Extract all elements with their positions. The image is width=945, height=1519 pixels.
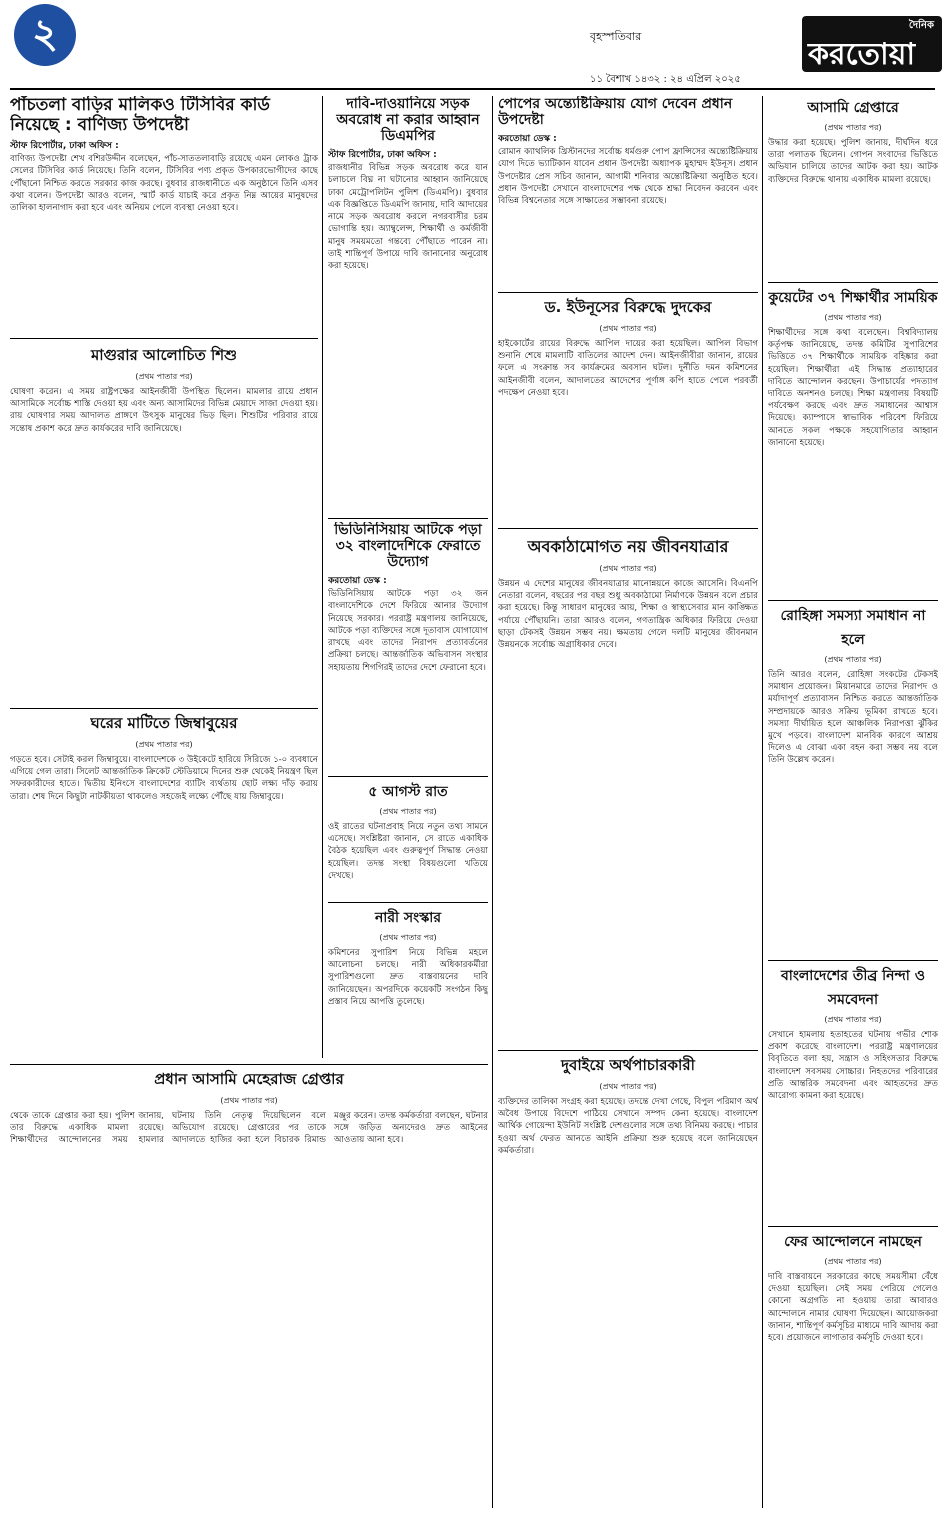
logo-small: দৈনিক — [908, 20, 934, 31]
continued-note: (প্রথম পাতার পর) — [824, 313, 882, 322]
headline: ফের আন্দোলনে নামছেন — [784, 1234, 922, 1250]
continued-note: (প্রথম পাতার পর) — [379, 933, 437, 942]
headline: দুবাইয়ে অর্থপাচারকারী — [561, 1056, 695, 1074]
divider — [498, 292, 758, 293]
headline: ড. ইউনূসের বিরুদ্ধে দুদকের — [544, 298, 712, 316]
article-body: উন্নয়ন এ দেশের মানুষের জীবনযাত্রার মানোন্নয়নে কাজে আসেনি। বিএনপি নেতারা বলেন, বছরের পর বছর শুধু অবকাঠামো নির্মাণকে উন্নয়ন বলে প্রচার করা হয়েছে। কিন্তু সাধারণ মানুষের আয়, শিক্ষা ও স্বাস্থ্যসেবার মান কাঙ্ক্ষিত পর্যায়ে পৌঁছায়নি। তারা আরও বলেন, গণতান্ত্রিক অধিকার ফিরিয়ে দেওয়া ছাড়া টেকসই উন্নয়ন সম্ভব নয়। ক্ষমতায় গেলে দলটি মানুষের জীবনমান উন্নয়নকে সর্বোচ্চ অগ্রাধিকার দেবে। — [498, 579, 758, 651]
issue-date: ১১ বৈশাখ ১৪৩২ : ২৪ এপ্রিল ২০২৫ — [590, 74, 741, 85]
article-kuet — [768, 286, 938, 586]
page-number-badge: ২ — [14, 4, 76, 66]
article-body: বাণিজ্য উপদেষ্টা শেখ বশিরউদ্দীন বলেছেন, পাঁচ-সাততলাবাড়ি রয়েছে এমন লোকও ট্রাক সেলের টিসিবির কার্ড নিয়েছে। তিনি বলেন, টিসিবির পণ্য প্রকৃত উপকারভোগীদের কাছে পৌঁছানো নিশ্চিত করতে সরকার কাজ করছে। বুধবার রাজধানীতে এক অনুষ্ঠানে তিনি এসব কথা বলেন। উপদেষ্টা আরও বলেন, স্মার্ট কার্ড যাচাই করে প্রকৃত নিম্ন আয়ের মানুষদের তালিকা হালনাগাদ করা হবে এবং অনিয়ম পেলে ব্যবস্থা নেওয়া হবে। — [10, 154, 318, 213]
headline: নারী সংস্কার — [374, 910, 442, 926]
article-body: সেখানে হামলায় হতাহতের ঘটনায় গভীর শোক প্রকাশ করেছে বাংলাদেশ। পররাষ্ট্র মন্ত্রণালয়ের বিবৃতিতে বলা হয়, সন্ত্রাস ও সহিংসতার বিরুদ্ধে বাংলাদেশ সবসময় সোচ্চার। নিহতদের পরিবারের প্রতি আন্তরিক সমবেদনা এবং আহতদের দ্রুত আরোগ্য কামনা করা হয়েছে। — [768, 1030, 938, 1102]
column-rule — [492, 96, 493, 1508]
headline: অবকাঠামোগত নয় জীবনযাত্রার — [527, 537, 729, 556]
column-rule — [762, 96, 763, 1508]
article-body: তিনি আরও বলেন, রোহিঙ্গা সংকটের টেকসই সমাধান প্রয়োজন। মিয়ানমারে তাদের নিরাপদ ও মর্যাদাপূর্ণ প্রত্যাবাসন নিশ্চিত করতে আন্তর্জাতিক সম্প্রদায়কে আরও সক্রিয় ভূমিকা রাখতে হবে। সমস্যা দীর্ঘায়িত হলে আঞ্চলিক নিরাপত্তা ঝুঁকির মুখে পড়বে। বাংলাদেশ মানবিক কারণে আশ্রয় দিলেও এ বোঝা একা বহন করা সম্ভব নয় বলে তিনি উল্লেখ করেন। — [768, 670, 938, 766]
divider — [10, 338, 318, 339]
headline: পোপের অন্ত্যেষ্টিক্রিয়ায় যোগ দেবেন প্রধান উপদেষ্টা — [498, 96, 733, 129]
article-nari — [328, 906, 488, 1058]
article-obokathamo — [498, 534, 758, 1044]
article-meherab — [10, 1068, 488, 1508]
column-rule — [322, 96, 323, 1058]
divider — [768, 960, 938, 961]
continued-note: (প্রথম পাতার পর) — [599, 1082, 657, 1091]
logo-name: করতোয়া — [808, 37, 916, 72]
headline: ৫ আগস্ট রাত — [368, 784, 448, 800]
issue-day: বৃহস্পতিবার — [590, 30, 642, 43]
headline: পাঁচতলা বাড়ির মালিকও টিসিবির কার্ড নিয়েছে : বাণিজ্য উপদেষ্টা — [10, 96, 270, 135]
article-body: কমিশনের সুপারিশ নিয়ে বিভিন্ন মহলে আলোচনা চলছে। নারী অধিকারকর্মীরা সুপারিশগুলো দ্রুত বাস্তবায়নের দাবি জানিয়েছেন। অপরদিকে কয়েকটি সংগঠন কিছু প্রস্তাব নিয়ে আপত্তি তুলেছে। — [328, 948, 488, 1007]
divider — [768, 1226, 938, 1227]
masthead — [0, 0, 945, 92]
divider — [498, 528, 758, 529]
article-pope — [498, 96, 758, 284]
article-duduk — [498, 296, 758, 496]
divider — [328, 518, 488, 519]
continued-note: (প্রথম পাতার পর) — [220, 1096, 278, 1105]
article-body: শিক্ষার্থীদের সঙ্গে কথা বলেছেন। বিশ্ববিদ্যালয় কর্তৃপক্ষ জানিয়েছে, তদন্ত কমিটির সুপারিশের ভিত্তিতে ৩৭ শিক্ষার্থীকে সাময়িক বহিষ্কার করা হয়েছিল। শিক্ষার্থীরা এই সিদ্ধান্ত প্রত্যাহারের দাবিতে আন্দোলন করছেন। উপাচার্যের পদত্যাগ দাবিতে অনশনও চলছে। শিক্ষা মন্ত্রণালয় বিষয়টি পর্যবেক্ষণ করছে এবং দ্রুত সমাধানের আশ্বাস দিয়েছে। ক্যাম্পাসে স্বাভাবিক পরিবেশ ফিরিয়ে আনতে সকল পক্ষকে সহযোগিতার আহ্বান জানানো হয়েছে। — [768, 328, 938, 448]
headline: দাবি-দাওয়ানিয়ে সড়ক অবরোধ না করার আহ্বান ডিএমপির — [336, 96, 480, 145]
divider — [328, 902, 488, 903]
article-body: রাজধানীর বিভিন্ন সড়ক অবরোধ করে যান চলাচলে বিঘ্ন না ঘটানোর আহ্বান জানিয়েছে ঢাকা মেট্রোপলিটন পুলিশ (ডিএমপি)। বুধবার এক বিজ্ঞপ্তিতে ডিএমপি জানায়, দাবি আদায়ের নামে সড়ক অবরোধ করলে নগরবাসীর চরম ভোগান্তি হয়। অ্যাম্বুলেন্স, শিক্ষার্থী ও কর্মজীবী মানুষ সময়মতো গন্তব্যে পৌঁছাতে পারেন না। তাই শান্তিপূর্ণ উপায়ে দাবি জানানোর অনুরোধ করা হয়েছে। — [328, 163, 488, 271]
article-body: উদ্ধার করা হয়েছে। পুলিশ জানায়, দীর্ঘদিন ধরে তারা পলাতক ছিলেন। গোপন সংবাদের ভিত্তিতে অভিযান চালিয়ে তাদের আটক করা হয়। আটক ব্যক্তিদের বিরুদ্ধে থানায় একাধিক মামলা রয়েছে। — [768, 138, 938, 185]
article-body: হাইকোর্টের রায়ের বিরুদ্ধে আপিল দায়ের করা হয়েছিল। আপিল বিভাগ শুনানি শেষে মামলাটি বাতিলের আদেশ দেন। আইনজীবীরা জানান, রায়ের ফলে এ সংক্রান্ত সব কার্যক্রমের অবসান ঘটল। দুর্নীতি দমন কমিশনের আইনজীবী বলেন, আদালতের আদেশের পূর্ণাঙ্গ কপি হাতে পেলে পরবর্তী পদক্ষেপ নেওয়া হবে। — [498, 339, 758, 398]
divider — [10, 708, 318, 709]
article-august — [328, 780, 488, 900]
divider — [768, 282, 938, 283]
headline: আসামি গ্রেপ্তারে — [807, 100, 899, 116]
continued-note: (প্রথম পাতার পর) — [824, 655, 882, 664]
headline: প্রধান আসামি মেহেরাজ গ্রেপ্তার — [154, 1070, 344, 1088]
newspaper-logo — [802, 16, 942, 72]
continued-note: (প্রথম পাতার পর) — [599, 324, 657, 333]
byline: স্টাফ রিপোর্টার, ঢাকা অফিস : — [328, 150, 437, 161]
article-ghor — [10, 712, 318, 1032]
headline: ঘরের মাটিতে জিম্বাবুয়ের — [90, 714, 238, 732]
article-andolon — [768, 1230, 938, 1508]
article-body: ব্যক্তিদের তালিকা সংগ্রহ করা হয়েছে। তদন্তে দেখা গেছে, বিপুল পরিমাণ অর্থ অবৈধ উপায়ে বিদেশে পাঠিয়ে সেখানে সম্পদ কেনা হয়েছে। বাংলাদেশ আর্থিক গোয়েন্দা ইউনিট সংশ্লিষ্ট দেশগুলোর সঙ্গে তথ্য বিনিময় করছে। পাচার হওয়া অর্থ ফেরত আনতে আইনি প্রক্রিয়া শুরু হয়েছে বলে জানিয়েছেন কর্মকর্তারা। — [498, 1097, 758, 1156]
continued-note: (প্রথম পাতার পর) — [135, 372, 193, 381]
headline: ভিডিনিসিয়ায় আটকে পড়া ৩২ বাংলাদেশিকে ফেরাতে উদ্যোগ — [334, 522, 482, 571]
article-dubai — [498, 1054, 758, 1508]
byline: করতোয়া ডেস্ক : — [498, 134, 557, 145]
continued-note: (প্রথম পাতার পর) — [379, 807, 437, 816]
continued-note: (প্রথম পাতার পর) — [135, 740, 193, 749]
article-visa — [328, 522, 488, 772]
article-body: থেকে তাকে গ্রেপ্তার করা হয়। পুলিশ জানায়, তার বিরুদ্ধে একাধিক মামলা রয়েছে। শিক্ষার্থীদের আন্দোলনের সময় হামলার ঘটনায় তিনি নেতৃত্ব দিয়েছিলেন বলে অভিযোগ রয়েছে। গ্রেপ্তারের পর তাকে আদালতে হাজির করা হলে বিচারক রিমান্ড মঞ্জুর করেন। তদন্ত কর্মকর্তারা বলছেন, ঘটনার সঙ্গে জড়িত অন্যদেরও দ্রুত আইনের আওতায় আনা হবে। — [10, 1111, 488, 1146]
headline: কুয়েটের ৩৭ শিক্ষার্থীর সাময়িক — [768, 290, 938, 306]
continued-note: (প্রথম পাতার পর) — [599, 564, 657, 573]
article-body: ঘোষণা করেন। এ সময় রাষ্ট্রপক্ষের আইনজীবী উপস্থিত ছিলেন। মামলার রায়ে প্রধান আসামিকে সর্বোচ্চ শাস্তি দেওয়া হয় এবং অন্য আসামিদের বিভিন্ন মেয়াদে সাজা দেওয়া হয়। রায় ঘোষণার সময় আদালত প্রাঙ্গণে উৎসুক মানুষের ভিড় ছিল। শিশুটির পরিবার রায়ে সন্তোষ প্রকাশ করে দ্রুত কার্যকরের দাবি জানিয়েছে। — [10, 387, 318, 434]
divider — [328, 776, 488, 777]
article-magura — [10, 344, 318, 614]
headline: রোহিঙ্গা সমস্যা সমাধান না হলে — [780, 608, 926, 648]
continued-note: (প্রথম পাতার পর) — [824, 123, 882, 132]
divider — [498, 1050, 758, 1051]
headline: মাগুরার আলোচিত শিশু — [90, 346, 238, 364]
byline: করতোয়া ডেস্ক : — [328, 576, 387, 587]
article-body: দাবি বাস্তবায়নে সরকারের কাছে সময়সীমা বেঁধে দেওয়া হয়েছিল। সেই সময় পেরিয়ে গেলেও কোনো অগ্রগতি না হওয়ায় তারা আবারও আন্দোলনে নামার ঘোষণা দিয়েছেন। আয়োজকরা জানান, শান্তিপূর্ণ কর্মসূচির মাধ্যমে দাবি আদায় করা হবে। প্রয়োজনে লাগাতার কর্মসূচি দেওয়া হবে। — [768, 1272, 938, 1344]
continued-note: (প্রথম পাতার পর) — [824, 1015, 882, 1024]
byline: স্টাফ রিপোর্টার, ঢাকা অফিস : — [10, 141, 119, 152]
divider — [10, 1064, 488, 1065]
article-body: ওই রাতের ঘটনাপ্রবাহ নিয়ে নতুন তথ্য সামনে এসেছে। সংশ্লিষ্টরা জানান, সে রাতে একাধিক বৈঠক হয়েছিল এবং গুরুত্বপূর্ণ সিদ্ধান্ত নেওয়া হয়েছিল। তদন্ত সংস্থা বিষয়গুলো খতিয়ে দেখছে। — [328, 822, 488, 881]
divider — [768, 600, 938, 601]
headline: বাংলাদেশের তীব্র নিন্দা ও সমবেদনা — [780, 968, 925, 1008]
article-rohingya — [768, 604, 938, 904]
article-dabi — [328, 96, 488, 516]
continued-note: (প্রথম পাতার পর) — [824, 1257, 882, 1266]
article-body: গড়তে হবে। সেটাই করল জিম্বাবুয়ে। বাংলাদেশকে ৩ উইকেটে হারিয়ে সিরিজে ১-০ ব্যবধানে এগিয়ে গেল তারা। সিলেট আন্তর্জাতিক ক্রিকেট স্টেডিয়ামে দিনের শুরু থেকেই নিয়ন্ত্রণ ছিল সফরকারীদের হাতে। দ্বিতীয় ইনিংসে বাংলাদেশের ব্যাটিং ব্যর্থতায় ছোট লক্ষ্য দাঁড় করায় তারা। শেষ দিনে কিছুটা নাটকীয়তা থাকলেও সহজেই লক্ষ্যে পৌঁছে যায় জিম্বাবুয়ে। — [10, 755, 318, 802]
article-body: রোমান ক্যাথলিক খ্রিস্টানদের সর্বোচ্চ ধর্মগুরু পোপ ফ্রান্সিসের অন্ত্যেষ্টিক্রিয়ায় যোগ দিতে ভ্যাটিকান যাবেন প্রধান উপদেষ্টা অধ্যাপক মুহাম্মদ ইউনূস। প্রধান উপদেষ্টার প্রেস সচিব জানান, আগামী শনিবার অন্ত্যেষ্টিক্রিয়া অনুষ্ঠিত হবে। প্রধান উপদেষ্টা সেখানে বাংলাদেশের পক্ষ থেকে শ্রদ্ধা নিবেদন করবেন এবং বিভিন্ন বিশ্বনেতার সঙ্গে সাক্ষাতের সম্ভাবনা রয়েছে। — [498, 147, 758, 206]
masthead-rule — [10, 88, 935, 90]
article-body: ভিডিনিসিয়ায় আটকে পড়া ৩২ জন বাংলাদেশিকে দেশে ফিরিয়ে আনার উদ্যোগ নিয়েছে সরকার। পররাষ্ট্র মন্ত্রণালয় জানিয়েছে, আটকে পড়া ব্যক্তিদের সঙ্গে দূতাবাস যোগাযোগ রাখছে এবং তাদের নিরাপদ প্রত্যাবর্তনের প্রক্রিয়া চলছে। আন্তর্জাতিক অভিবাসন সংস্থার সহায়তায় শিগগিরই তাদের দেশে ফেরানো হবে। — [328, 589, 488, 673]
